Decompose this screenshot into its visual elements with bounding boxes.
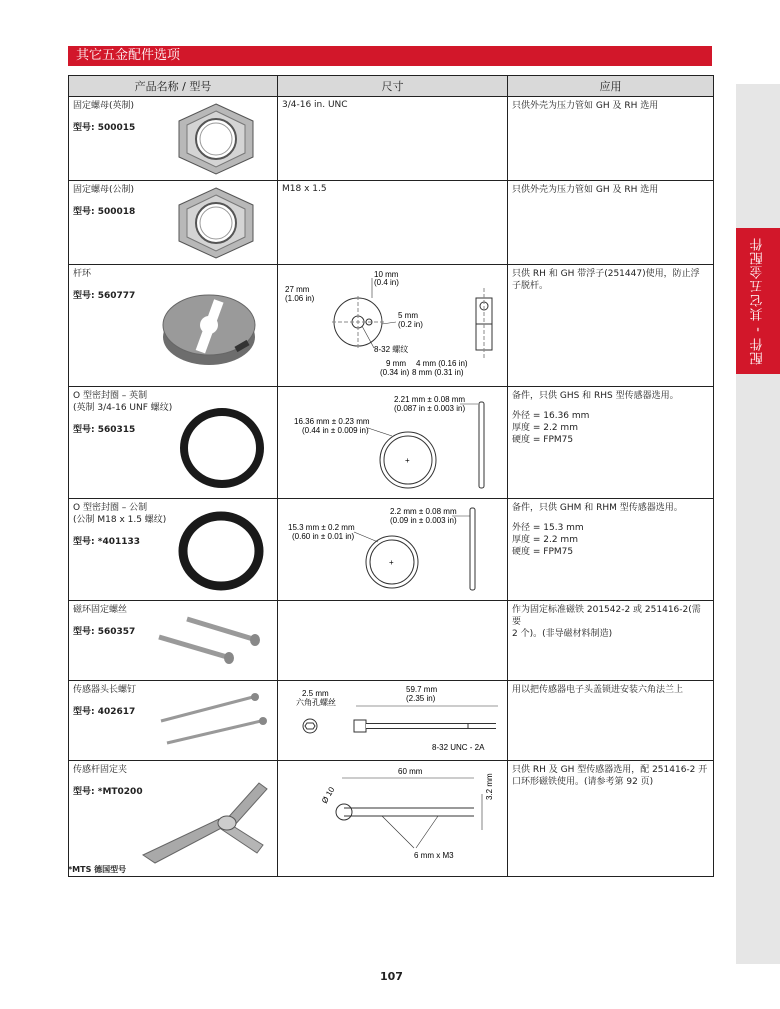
side-tab-label: 配件 - 其它五金配件 xyxy=(750,237,766,365)
table-row xyxy=(69,499,714,601)
dim-label: (1.06 in) xyxy=(285,294,315,303)
application-cell xyxy=(508,761,714,877)
product-cell xyxy=(69,265,278,387)
product-cell xyxy=(69,181,278,265)
table-row xyxy=(69,97,714,181)
product-name: 磁环固定螺丝 xyxy=(73,605,128,615)
rod-clamp-image xyxy=(139,775,269,869)
side-tab-background xyxy=(736,84,780,964)
dim-label: 2.21 mm ± 0.08 mm xyxy=(394,395,466,404)
dim-label: 15.3 mm ± 0.2 mm xyxy=(288,523,355,532)
table-row xyxy=(69,601,714,681)
footnote: *MTS 德国型号 xyxy=(68,865,127,874)
accessories-table xyxy=(68,75,714,877)
application-cell xyxy=(508,181,714,265)
dimension-drawing-cell xyxy=(278,499,508,601)
dim-label: (2.35 in) xyxy=(406,694,436,703)
product-cell xyxy=(69,601,278,681)
product-cell xyxy=(69,97,278,181)
spec-list xyxy=(512,522,709,558)
spec-item: 外径 = 16.36 mm xyxy=(512,411,590,421)
dim-label: 59.7 mm xyxy=(406,685,438,694)
hex-nut-image xyxy=(173,101,259,177)
dim-label: 8-32 UNC - 2A xyxy=(432,743,485,752)
table-row xyxy=(69,181,714,265)
spec-item: 外径 = 15.3 mm xyxy=(512,523,584,533)
application-cell xyxy=(508,97,714,181)
product-model: 型号: 500018 xyxy=(73,207,136,217)
spec-item: 厚度 = 2.2 mm xyxy=(512,423,578,433)
product-cell xyxy=(69,499,278,601)
product-name: 固定螺母(公制) xyxy=(73,185,135,195)
product-name: 传感杆固定夹 xyxy=(73,765,128,775)
spec-item: 硬度 = FPM75 xyxy=(512,547,574,557)
application-cell xyxy=(508,387,714,499)
dim-label: (0.09 in ± 0.003 in) xyxy=(390,516,457,525)
dim-label: 27 mm xyxy=(285,285,310,294)
size-text: M18 x 1.5 xyxy=(282,184,327,194)
product-cell xyxy=(69,681,278,761)
product-model: 型号: 560315 xyxy=(73,425,136,435)
dim-label: (0.44 in ± 0.009 in) xyxy=(302,426,369,435)
dim-label: 8-32 螺纹 xyxy=(374,345,409,354)
dimension-drawing-cell xyxy=(278,761,508,877)
dim-label: 2.5 mm xyxy=(302,689,329,698)
product-cell xyxy=(69,761,278,877)
o-ring-drawing xyxy=(282,390,504,492)
dimension-drawing-cell xyxy=(278,265,508,387)
application-cell xyxy=(508,265,714,387)
dim-label: (0.4 in) xyxy=(374,278,399,287)
dim-label: 9 mm xyxy=(386,359,406,368)
rod-collar-drawing xyxy=(282,268,504,380)
product-name: O 型密封圈 – 公制 (公制 M18 x 1.5 螺纹) xyxy=(73,503,167,525)
dim-label: (0.34 in) xyxy=(380,368,410,377)
application-text: 只供 RH 和 GH 带浮子(251447)使用，防止浮 子脱杆。 xyxy=(512,269,700,291)
header-application: 应用 xyxy=(508,76,714,97)
size-text: 3/4-16 in. UNC xyxy=(282,100,348,110)
product-name: O 型密封圈 – 英制 (英制 3/4-16 UNF 螺纹) xyxy=(73,391,173,413)
dim-label: 60 mm xyxy=(398,767,423,776)
center-mark: + xyxy=(405,456,410,465)
o-ring-image xyxy=(177,405,267,491)
table-header-row xyxy=(69,76,714,97)
product-name: 固定螺母(英制) xyxy=(73,101,135,111)
size-cell xyxy=(278,601,508,681)
application-text: 只供 RH 及 GH 型传感器选用，配 251416-2 开 口环形磁铁使用。(请参考第 92 页) xyxy=(512,765,708,787)
rod-collar-image xyxy=(157,279,267,371)
size-cell xyxy=(278,97,508,181)
product-model: 型号: 560777 xyxy=(73,291,136,301)
rod-clamp-drawing xyxy=(282,764,504,870)
table-row xyxy=(69,761,714,877)
application-text: 只供外壳为压力管如 GH 及 RH 选用 xyxy=(512,185,659,195)
page-number: 107 xyxy=(380,970,403,983)
dim-label: 4 mm (0.16 in) xyxy=(416,359,468,368)
product-model: 型号: 560357 xyxy=(73,627,136,637)
center-mark: + xyxy=(389,558,394,567)
application-cell xyxy=(508,681,714,761)
dim-label: (0.087 in ± 0.003 in) xyxy=(394,404,466,413)
application-cell xyxy=(508,601,714,681)
hex-nut-image xyxy=(173,185,259,261)
dim-label: 16.36 mm ± 0.23 mm xyxy=(294,417,370,426)
dim-label: (0.60 in ± 0.01 in) xyxy=(292,532,355,541)
o-ring-drawing xyxy=(282,502,504,594)
spec-list xyxy=(512,410,709,446)
product-name: 传感器头长螺钉 xyxy=(73,685,137,695)
dim-label: 2.2 mm ± 0.08 mm xyxy=(390,507,457,516)
product-model: 型号: *MT0200 xyxy=(73,787,143,797)
spec-item: 硬度 = FPM75 xyxy=(512,435,574,445)
dim-label: 6 mm x M3 xyxy=(414,851,454,860)
dimension-drawing-cell xyxy=(278,387,508,499)
application-cell xyxy=(508,499,714,601)
dim-label: 六角孔螺丝 xyxy=(296,698,336,707)
o-ring-image xyxy=(175,509,267,593)
dim-label: 3.2 mm xyxy=(485,773,494,800)
long-screw-image xyxy=(157,691,271,749)
application-text: 备件，只供 GHM 和 RHM 型传感器选用。 xyxy=(512,503,683,513)
product-model: 型号: 402617 xyxy=(73,707,136,717)
product-model: 型号: *401133 xyxy=(73,537,141,547)
header-size: 尺寸 xyxy=(278,76,508,97)
dim-label: 10 mm xyxy=(374,270,399,279)
dim-label: 8 mm (0.31 in) xyxy=(412,368,464,377)
size-cell xyxy=(278,181,508,265)
dim-label: Ø 10 xyxy=(319,785,337,805)
dimension-drawing-cell xyxy=(278,681,508,761)
spec-item: 厚度 = 2.2 mm xyxy=(512,535,578,545)
dim-label: (0.2 in) xyxy=(398,320,423,329)
table-row xyxy=(69,265,714,387)
application-text: 只供外壳为压力管如 GH 及 RH 选用 xyxy=(512,101,659,111)
application-text: 用以把传感器电子头盖锁进安装六角法兰上 xyxy=(512,685,684,695)
long-screw-drawing xyxy=(282,684,504,754)
dim-label: 5 mm xyxy=(398,311,418,320)
section-title: 其它五金配件选项 xyxy=(68,46,712,66)
product-cell xyxy=(69,387,278,499)
application-text: 作为固定标准磁铁 201542-2 或 251416-2(需要 2 个)。(非导磁材料制造) xyxy=(512,605,701,639)
screw-image xyxy=(153,611,269,671)
product-name: 杆环 xyxy=(73,269,92,279)
table-row xyxy=(69,681,714,761)
header-name: 产品名称 / 型号 xyxy=(69,76,278,97)
table-row xyxy=(69,387,714,499)
product-model: 型号: 500015 xyxy=(73,123,136,133)
application-text: 备件，只供 GHS 和 RHS 型传感器选用。 xyxy=(512,391,679,401)
